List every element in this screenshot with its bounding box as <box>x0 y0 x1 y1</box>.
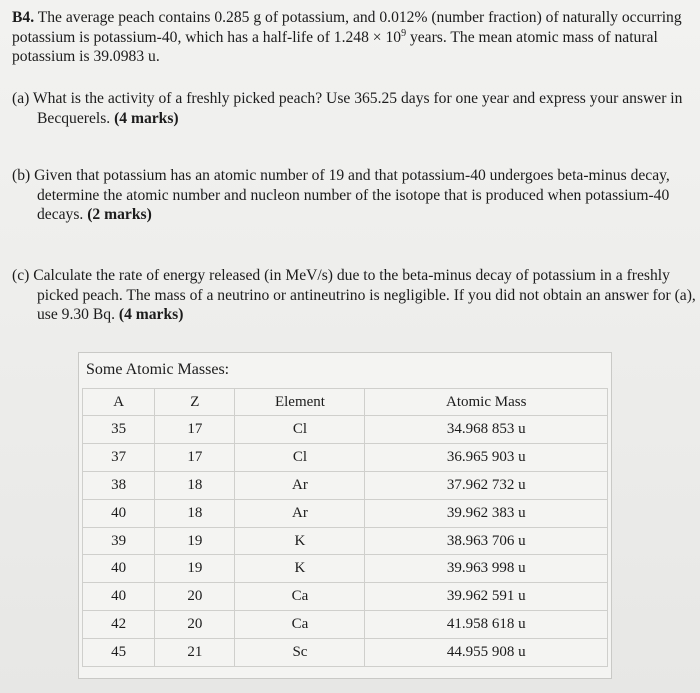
atomic-masses-table <box>82 388 608 667</box>
cell-element: Cl <box>235 443 365 471</box>
question-c-marks: (4 marks) <box>118 306 184 323</box>
table-row <box>83 583 608 611</box>
header-z: Z <box>155 389 235 416</box>
cell-a: 35 <box>83 416 155 444</box>
cell-atomic-mass: 34.968 853 u <box>365 416 608 444</box>
problem-statement <box>12 8 688 67</box>
cell-a: 42 <box>83 611 155 639</box>
table-row <box>83 416 608 444</box>
table-row <box>83 639 608 667</box>
cell-atomic-mass: 44.955 908 u <box>365 639 608 667</box>
cell-z: 20 <box>155 583 235 611</box>
question-a-marks: (4 marks) <box>114 109 179 127</box>
cell-z: 18 <box>155 499 235 527</box>
cell-z: 20 <box>155 611 235 639</box>
cell-element: Cl <box>235 416 365 444</box>
question-a <box>12 89 700 128</box>
cell-a: 40 <box>83 499 155 527</box>
question-c <box>12 266 700 325</box>
table-row <box>83 555 608 583</box>
header-a: A <box>83 389 155 416</box>
cell-atomic-mass: 38.963 706 u <box>365 527 608 555</box>
table-row <box>83 499 608 527</box>
cell-z: 19 <box>155 527 235 555</box>
problem-intro-end: years. The mean atomic mass of natural potassium is 39.0983 u. <box>12 28 658 65</box>
header-element: Element <box>235 389 365 416</box>
table-title: Some Atomic Masses: <box>86 361 230 378</box>
half-life-exponent: 9 <box>401 27 407 39</box>
cell-z: 19 <box>155 555 235 583</box>
table-row <box>83 443 608 471</box>
table-row <box>83 471 608 499</box>
cell-element: K <box>235 527 365 555</box>
cell-element: Ar <box>235 471 365 499</box>
cell-a: 40 <box>83 555 155 583</box>
table-row <box>83 527 608 555</box>
question-b <box>12 166 700 225</box>
cell-element: Ca <box>235 611 365 639</box>
table-row <box>83 611 608 639</box>
cell-a: 45 <box>83 639 155 667</box>
question-b-text: (b) Given that potassium has an atomic number of 19 and that potassium-40 undergoes beta-minus decay, determine the atomic number and nucleon number of the isotope that is produced when potassium-40 decays. <box>12 167 670 223</box>
cell-a: 40 <box>83 583 155 611</box>
cell-a: 38 <box>83 471 155 499</box>
problem-intro: The average peach contains 0.285 g of potassium, and 0.012% (number fraction) of naturally occurring potassium is potassium-40, which has a half-life of 1.248 × 10 <box>12 9 682 46</box>
cell-z: 17 <box>155 443 235 471</box>
cell-z: 18 <box>155 471 235 499</box>
cell-a: 39 <box>83 527 155 555</box>
cell-a: 37 <box>83 443 155 471</box>
cell-z: 21 <box>155 639 235 667</box>
question-b-marks: (2 marks) <box>87 206 152 223</box>
question-c-text: (c) Calculate the rate of energy released (in MeV/s) due to the beta-minus decay of potassium in a freshly picked peach. The mass of a neutrino or antineutrino is negligible. If you did not obtain an answer for (a), use 9.30 Bq. <box>12 267 696 323</box>
cell-atomic-mass: 37.962 732 u <box>365 471 608 499</box>
cell-atomic-mass: 39.962 383 u <box>365 499 608 527</box>
cell-atomic-mass: 39.962 591 u <box>365 583 608 611</box>
cell-atomic-mass: 41.958 618 u <box>365 611 608 639</box>
cell-element: Sc <box>235 639 365 667</box>
problem-number: B4. <box>12 9 35 26</box>
cell-element: Ca <box>235 583 365 611</box>
cell-element: Ar <box>235 499 365 527</box>
cell-atomic-mass: 36.965 903 u <box>365 443 608 471</box>
cell-element: K <box>235 555 365 583</box>
header-atomic-mass: Atomic Mass <box>365 389 608 416</box>
cell-z: 17 <box>155 416 235 444</box>
question-a-text: (a) What is the activity of a freshly picked peach? Use 365.25 days for one year and express your answer in Becquerels. <box>12 90 683 127</box>
table-header-row <box>83 389 608 416</box>
cell-atomic-mass: 39.963 998 u <box>365 555 608 583</box>
